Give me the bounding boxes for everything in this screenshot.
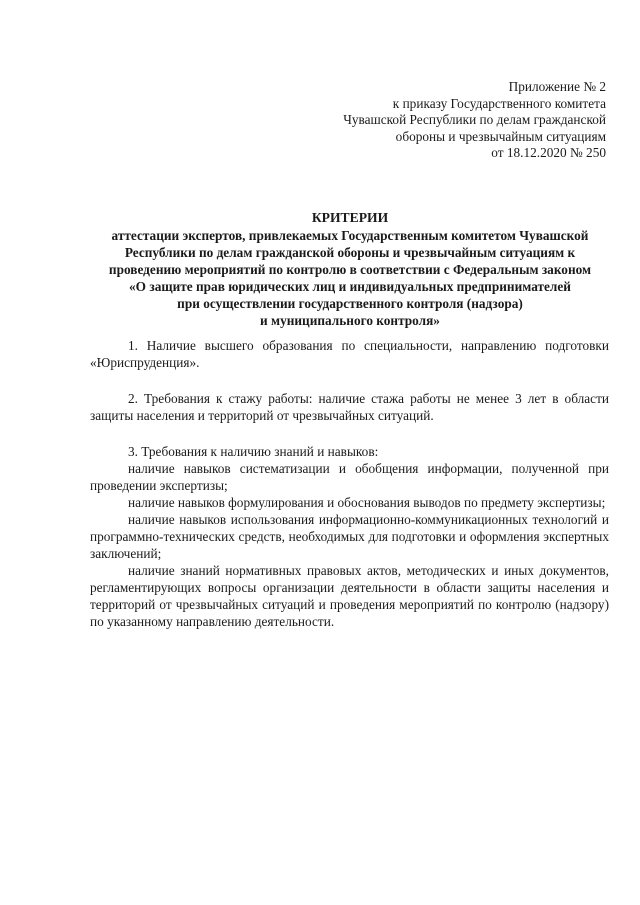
appendix-line: Приложение № 2	[508, 79, 606, 94]
appendix-header	[286, 79, 606, 162]
title-line: аттестации экспертов, привлекаемых Государственным комитетом Чувашской	[111, 228, 589, 243]
section-2: 2. Требования к стажу работы: наличие стажа работы не менее 3 лет в области защиты населения и территорий от чрезвычайных ситуаций.	[90, 391, 609, 423]
section-3-item: наличие навыков формулирования и обоснования выводов по предмету экспертизы;	[128, 495, 606, 510]
section-1: 1. Наличие высшего образования по специальности, направлению подготовки «Юриспруденция».	[90, 338, 609, 370]
title-line: Республики по делам гражданской обороны и чрезвычайным ситуациям к	[124, 245, 576, 260]
section-3: 3. Требования к наличию знаний и навыков:	[128, 444, 379, 459]
appendix-line: от 18.12.2020 № 250	[491, 145, 606, 161]
section-3-item: наличие знаний нормативных правовых актов, методических и иных документов, регламентирующих вопросы организации деятельности в области защиты населения и территорий от чрезвычайных ситуаций и проведения мероприятий по контролю (надзору) по указанному направлению деятельности.	[90, 563, 609, 629]
title-line: проведению мероприятий по контролю в соответствии с Федеральным законом	[108, 262, 592, 277]
appendix-line: обороны и чрезвычайным ситуациям	[395, 128, 606, 144]
title-heading: КРИТЕРИИ	[311, 210, 389, 225]
title-line: «О защите прав юридических лиц и индивидуальных предпринимателей	[129, 279, 571, 294]
title-line: при осуществлении государственного контроля (надзора)	[177, 296, 523, 311]
document-body	[90, 337, 609, 630]
appendix-line: Чувашской Республики по делам гражданской	[343, 112, 606, 128]
section-3-item: наличие навыков использования информационно-коммуникационных технологий и программно-технических средств, необходимых для подготовки и оформления экспертных заключений;	[90, 512, 609, 561]
document-title	[80, 209, 620, 329]
title-line: и муниципального контроля»	[260, 313, 440, 328]
appendix-line: к приказу Государственного комитета	[392, 95, 606, 111]
section-3-item: наличие навыков систематизации и обобщения информации, полученной при проведении экспертизы;	[90, 461, 609, 493]
